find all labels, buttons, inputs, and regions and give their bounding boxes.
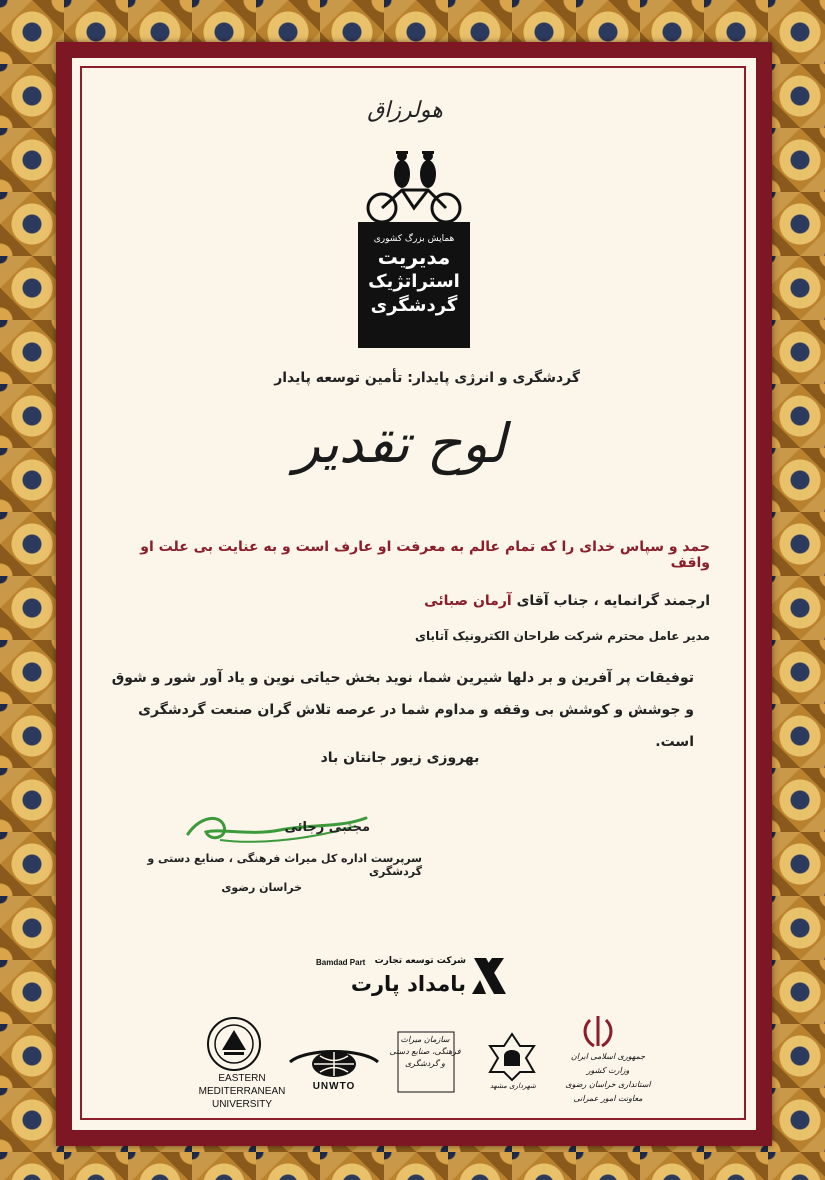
recipient-position: مدیر عامل محترم شرکت طراحان الکترونیک آتابای bbox=[415, 629, 710, 643]
event-logo-line2: مدیریت bbox=[377, 245, 451, 269]
event-logo-line3: استراتژیک bbox=[368, 271, 460, 292]
municipality-label: شهرداری مشهد bbox=[490, 1082, 536, 1090]
event-logo-line1: همایش بزرگ کشوری bbox=[373, 234, 455, 244]
certificate-body bbox=[110, 662, 694, 758]
signatory-title: سرپرست اداره کل میراث فرهنگی ، صنایع دستی و گردشگری bbox=[147, 852, 422, 878]
conference-theme: گردشگری و انرژی پایدار: تأمین توسعه پایدار bbox=[274, 370, 580, 386]
event-logo bbox=[358, 150, 470, 348]
certificate-title: لوح تقدیر bbox=[294, 412, 506, 475]
emu-label: EASTERN MEDITERRANEAN UNIVERSITY bbox=[198, 1073, 286, 1110]
event-logo-box bbox=[358, 222, 470, 348]
closing-wish: بهروزی زیور جانتان باد bbox=[320, 750, 480, 766]
government-label: جمهوری اسلامی ایران وزارت کشور استانداری خراسان رضوی معاونت امور عمرانی bbox=[565, 1052, 651, 1103]
praise-line: حمد و سپاس خدای را که تمام عالم به معرفت او عارف است و به عنایت بی علت او واقف bbox=[140, 539, 710, 571]
body-line-2: و جوشش و کوشش بی وقفه و مداوم شما در عرصه تلاش گران صنعت گردشگری است. bbox=[138, 702, 694, 750]
iran-emblem-icon bbox=[578, 1014, 618, 1050]
mashhad-municipality-icon bbox=[484, 1032, 540, 1082]
bamdad-part-icon bbox=[470, 952, 512, 1000]
salutation-text: ارجمند گرانمایه ، جناب آقای bbox=[516, 593, 710, 609]
recipient-salutation bbox=[300, 593, 710, 609]
sponsor-name-small: شرکت توسعه تجارت bbox=[374, 956, 466, 966]
signatory-location: خراسان رضوی bbox=[221, 881, 302, 894]
recipient-name: آرمان صبائی bbox=[424, 593, 512, 609]
unwto-label: UNWTO bbox=[312, 1081, 356, 1092]
sponsor-logo bbox=[316, 952, 512, 1004]
unwto-globe-icon bbox=[286, 1044, 382, 1080]
sponsor-name-en: Bamdad Part bbox=[316, 958, 366, 967]
emu-seal-icon bbox=[206, 1016, 262, 1072]
body-line-1: توفیقات پر آفرین و بر دلها شیرین شما، نوید بخش حیاتی نوین و یاد آور شور و شوق bbox=[111, 670, 694, 686]
tandem-bicycle-icon bbox=[358, 150, 470, 230]
signatory-name: مجتبی رجائی bbox=[284, 820, 370, 835]
event-logo-line4: گردشگری bbox=[370, 295, 458, 316]
motto: هولرزاق bbox=[367, 98, 443, 123]
sponsor-name-big: بامداد پارت bbox=[350, 972, 466, 996]
cultural-heritage-label: سازمان میراث فرهنگی، صنایع دستی و گردشگری bbox=[389, 1035, 461, 1068]
